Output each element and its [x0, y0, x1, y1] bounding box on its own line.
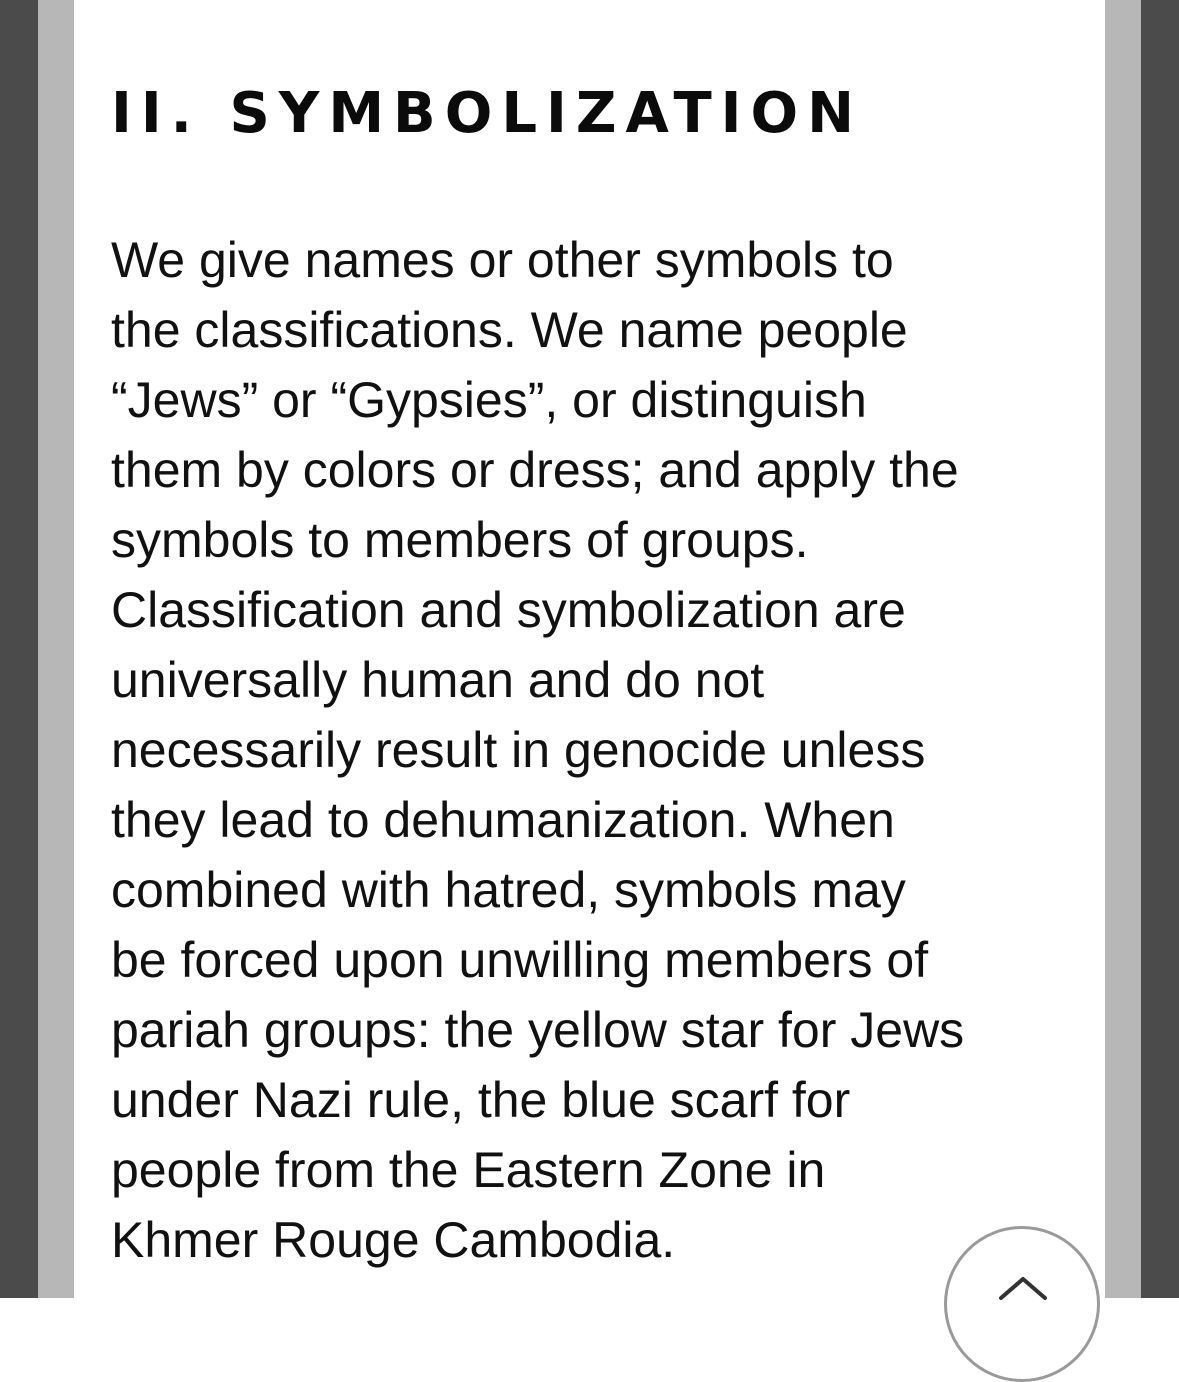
paragraph-line: pariah groups: the yellow star for Jews: [111, 1002, 965, 1058]
section-paragraph: [111, 225, 1101, 1275]
paragraph-line: necessarily result in genocide unless: [111, 722, 926, 778]
right-frame-dark: [1141, 0, 1179, 1298]
paragraph-line: combined with hatred, symbols may: [111, 862, 906, 918]
section-heading: II. SYMBOLIZATION: [111, 81, 863, 146]
paragraph-line: them by colors or dress; and apply the: [111, 442, 959, 498]
paragraph-line: universally human and do not: [111, 652, 765, 708]
paragraph-line: Classification and symbolization are: [111, 582, 906, 638]
scroll-to-top-button[interactable]: [944, 1226, 1100, 1382]
chevron-up-icon: [998, 1275, 1048, 1301]
left-frame-border: [38, 0, 74, 1298]
article-page: [74, 0, 1105, 1298]
paragraph-line: symbols to members of groups.: [111, 512, 809, 568]
paragraph-line: Khmer Rouge Cambodia.: [111, 1212, 676, 1268]
paragraph-line: We give names or other symbols to: [111, 232, 894, 288]
paragraph-line: the classifications. We name people: [111, 302, 908, 358]
paragraph-line: be forced upon unwilling members of: [111, 932, 929, 988]
paragraph-line: people from the Eastern Zone in: [111, 1142, 826, 1198]
left-frame-dark: [0, 0, 38, 1298]
right-frame-border: [1105, 0, 1141, 1298]
paragraph-line: “Jews” or “Gypsies”, or distinguish: [111, 372, 867, 428]
paragraph-line: they lead to dehumanization. When: [111, 792, 895, 848]
paragraph-line: under Nazi rule, the blue scarf for: [111, 1072, 851, 1128]
